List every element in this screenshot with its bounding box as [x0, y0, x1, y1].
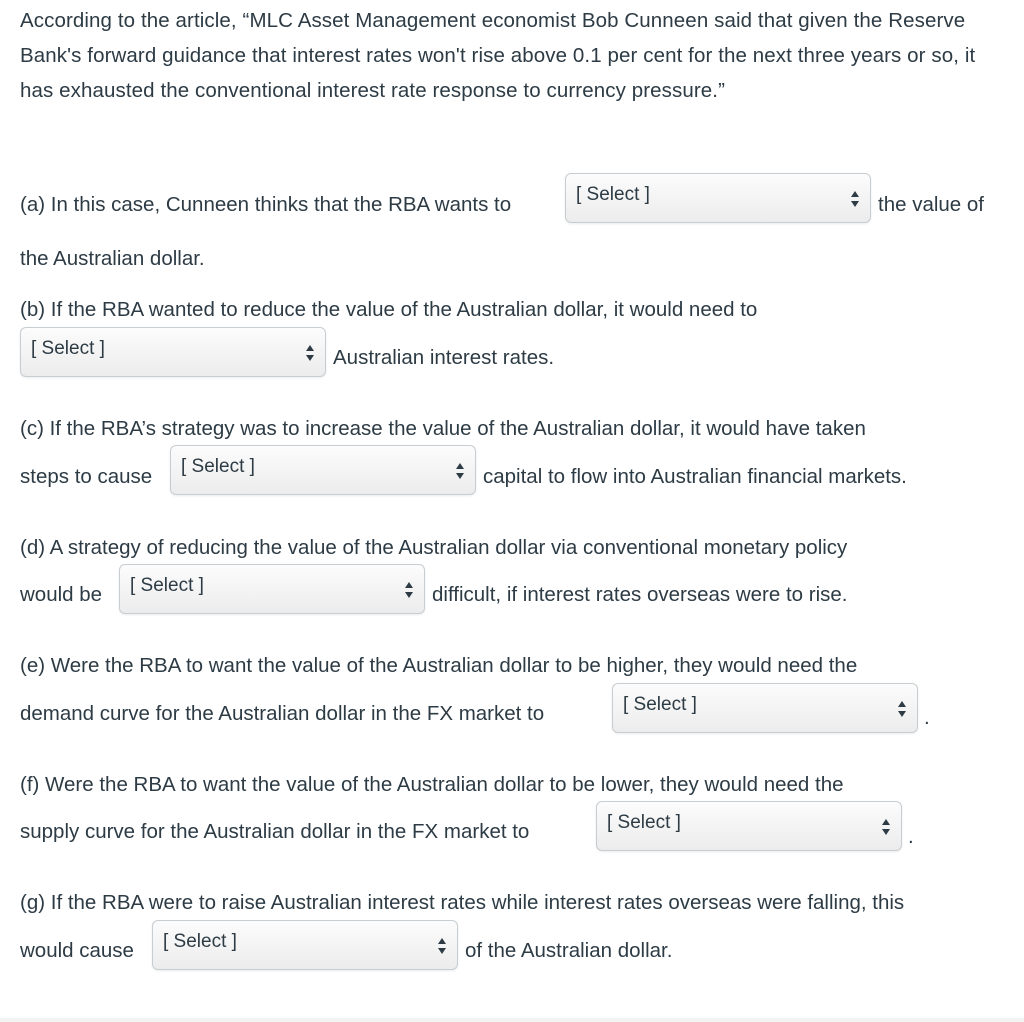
- question-g-select[interactable]: [152, 920, 458, 970]
- question-a-text: (a) In this case, Cunneen thinks that the RBA wants to: [20, 193, 512, 216]
- up-down-arrows-icon: [897, 700, 907, 718]
- question-e-text: (e) Were the RBA to want the value of the Australian dollar to be higher, they would need the: [20, 654, 858, 677]
- question-f-select[interactable]: [596, 801, 902, 851]
- question-c-text: (c) If the RBA’s strategy was to increase the value of the Australian dollar, it would have taken: [20, 417, 866, 440]
- question-d-select[interactable]: [119, 564, 425, 614]
- question-c-before: steps to cause: [20, 465, 153, 488]
- question-g-text: (g) If the RBA were to raise Australian interest rates while interest rates overseas were falling, this: [20, 891, 905, 914]
- up-down-arrows-icon: [881, 818, 891, 836]
- question-a-after: the value of: [878, 193, 984, 216]
- question-d-text: (d) A strategy of reducing the value of the Australian dollar via conventional monetary policy: [20, 536, 848, 559]
- question-f-after: .: [908, 825, 914, 848]
- select-placeholder: [ Select ]: [163, 931, 237, 952]
- up-down-arrows-icon: [850, 190, 860, 208]
- up-down-arrows-icon: [455, 462, 465, 480]
- question-b-select[interactable]: [20, 327, 326, 377]
- question-e-before: demand curve for the Australian dollar in the FX market to: [20, 702, 545, 725]
- select-placeholder: [ Select ]: [130, 575, 204, 596]
- select-placeholder: [ Select ]: [576, 184, 650, 205]
- question-b-after: Australian interest rates.: [333, 346, 555, 369]
- question-d-before: would be: [20, 583, 103, 606]
- question-c-after: capital to flow into Australian financial markets.: [483, 465, 907, 488]
- select-placeholder: [ Select ]: [31, 338, 105, 359]
- question-g-after: of the Australian dollar.: [465, 939, 673, 962]
- question-f-before: supply curve for the Australian dollar in the FX market to: [20, 820, 530, 843]
- page-bottom-edge: [0, 1018, 1024, 1022]
- question-f-text: (f) Were the RBA to want the value of the Australian dollar to be lower, they would need the: [20, 773, 844, 796]
- up-down-arrows-icon: [437, 937, 447, 955]
- up-down-arrows-icon: [404, 581, 414, 599]
- select-placeholder: [ Select ]: [623, 694, 697, 715]
- question-a-continuation: the Australian dollar.: [20, 247, 205, 270]
- question-c-select[interactable]: [170, 445, 476, 495]
- select-placeholder: [ Select ]: [607, 812, 681, 833]
- question-a-select[interactable]: [565, 173, 871, 223]
- question-b-text: (b) If the RBA wanted to reduce the value of the Australian dollar, it would need to: [20, 298, 758, 321]
- question-e-select[interactable]: [612, 683, 918, 733]
- question-e-after: .: [924, 706, 930, 729]
- intro-paragraph: According to the article, “MLC Asset Management economist Bob Cunneen said that given the Reserve Bank's forward guidance that interest rates won't rise above 0.1 per cent for the next three years or so, it has exhausted the conventional interest rate response to currency pressure.”: [20, 9, 976, 102]
- question-g-before: would cause: [20, 939, 134, 962]
- question-d-after: difficult, if interest rates overseas were to rise.: [432, 583, 848, 606]
- up-down-arrows-icon: [305, 344, 315, 362]
- select-placeholder: [ Select ]: [181, 456, 255, 477]
